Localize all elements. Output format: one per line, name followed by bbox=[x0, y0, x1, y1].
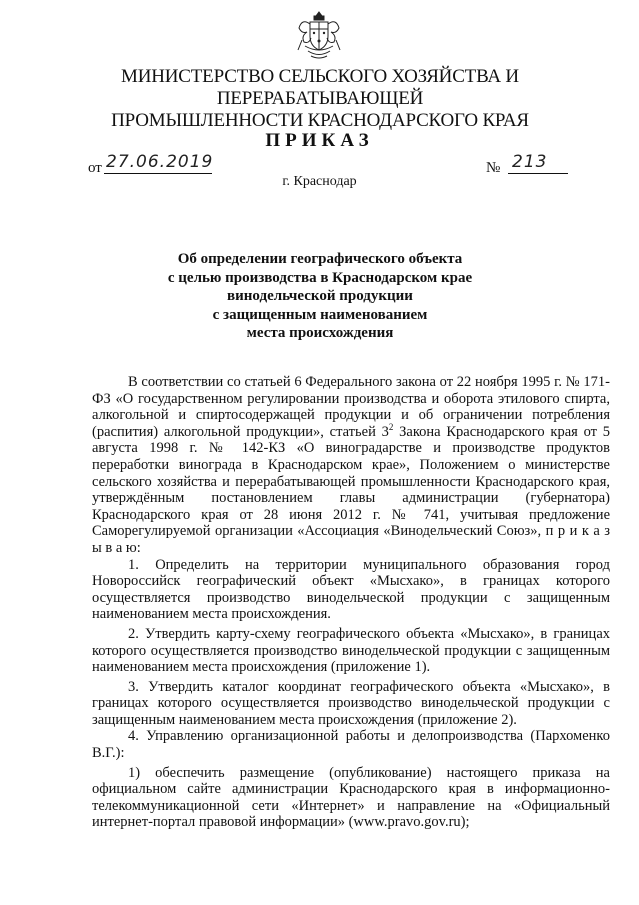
subject-line: с защищенным наименованием bbox=[212, 306, 428, 323]
item-paragraph-1: 1. Определить на территории муниципального образования город Новороссийск географический объект «Мысхако», в границах которого осуществляется производство винодельческой продукции с защищенным наименованием места происхождения. bbox=[92, 556, 610, 623]
order-title: ПРИКАЗ bbox=[265, 130, 374, 151]
subject-line: с целью производства в Краснодарском крае bbox=[167, 269, 473, 286]
city: г. Краснодар bbox=[282, 174, 357, 189]
subject-line: Об определении географического объекта bbox=[177, 251, 463, 267]
ministry-name bbox=[40, 66, 600, 132]
ministry-name-line1: МИНИСТЕРСТВО СЕЛЬСКОГО ХОЗЯЙСТВА И ПЕРЕРАБАТЫВАЮЩЕЙ bbox=[121, 66, 519, 109]
item-paragraph-4-1: 1) обеспечить размещение (опубликование) настоящего приказа на официальном сайте администрации Краснодарского края в информационно-телекоммуникационной сети «Интернет» и направление на «Официальный интернет-портал правовой информации» (www.pravo.gov.ru); bbox=[92, 764, 610, 831]
subject-line: винодельческой продукции bbox=[227, 288, 413, 304]
order-subject bbox=[120, 250, 520, 343]
date-handwritten-value: 27.06.2019 bbox=[106, 152, 214, 172]
ministry-name-line2: ПРОМЫШЛЕННОСТИ КРАСНОДАРСКОГО КРАЯ bbox=[111, 110, 529, 131]
subject-line: места происхождения bbox=[246, 325, 394, 341]
item-paragraph-4: 4. Управлению организационной работы и делопроизводства (Пархоменко В.Г.): bbox=[92, 728, 610, 762]
preamble-text-a: В соответствии со статьей 6 Федерального закона от 22 ноября 1995 г. № 171-ФЗ «О государственном регулировании производства и оборота этилового спирта, алкогольной и спиртосодержащей продукции и об ограничении потребления (распития) алкогольной продукции», статьей 3 bbox=[92, 374, 610, 440]
preamble-text-b: Закона Краснодарского края от 5 августа 1998 г. № 142-КЗ «О виноградарстве и производстве продуктов переработки винограда в Краснодарском крае», Положением о министерстве сельского хозяйства и перерабатывающей промышленности Краснодарского края, утверждённым постановлением главы администрации (губернатора) Краснодарского края от 28 июня 2012 г. № 741, учитывая предложение Саморегулируемой организации «Ассоциация «Винодельческий Союз», п р и к а з ы в а ю: bbox=[92, 423, 611, 556]
item-paragraph-2: 2. Утвердить карту-схему географического объекта «Мысхако», в границах которого осуществляется производство винодельческой продукции с защищенным наименованием места происхождения (приложение 1). bbox=[92, 625, 610, 676]
preamble-paragraph bbox=[92, 374, 610, 557]
number-prefix: № bbox=[486, 160, 501, 176]
date-prefix: от bbox=[88, 160, 102, 176]
order-body bbox=[92, 374, 610, 831]
item-paragraph-3: 3. Утвердить каталог координат географического объекта «Мысхако», в границах которого осуществляется производство винодельческой продукции с защищенным наименованием места происхождения (приложение 2). bbox=[92, 678, 610, 728]
article-superscript: 2 bbox=[388, 421, 394, 432]
coat-of-arms-icon bbox=[296, 10, 342, 62]
number-handwritten-value: 213 bbox=[512, 152, 548, 172]
